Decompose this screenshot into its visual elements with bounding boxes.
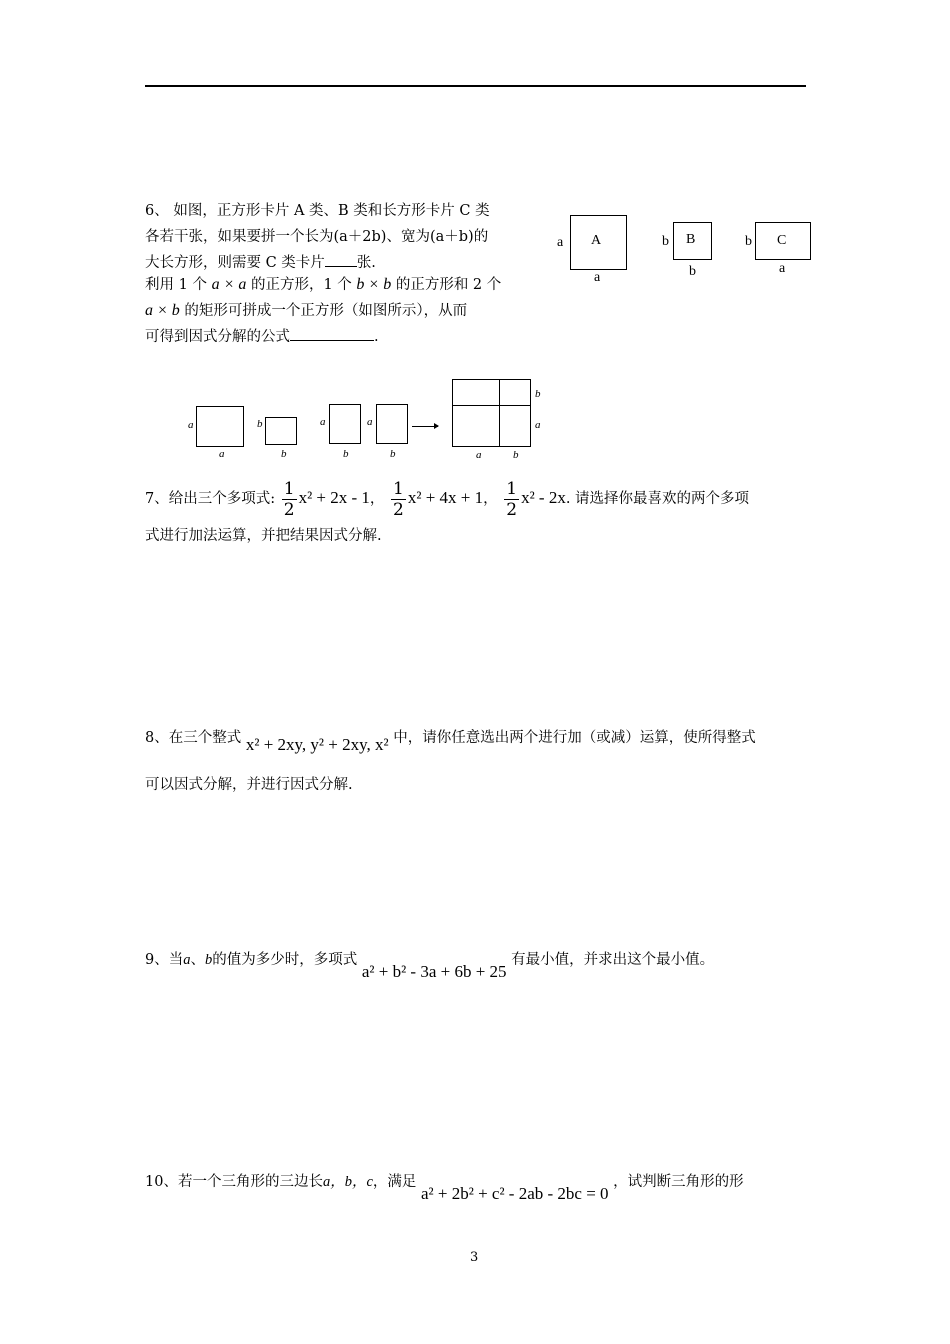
q7-line1: 7、给出三个多项式: $\frac{1}{2}$ x² + 2x - 1， $\frac{1}{2}$ x² + 4x + 1， $\frac{1}{2}$ x² - 2x. 请选择你最喜欢的两个多项 — [145, 478, 750, 520]
q6-line4: 利用 1 个 a × a 的正方形，1 个 b × b 的正方形和 2 个 — [145, 276, 502, 293]
fig2-rect-1 — [329, 404, 361, 444]
q8-line1: 8、在三个整式 x² + 2xy, y² + 2xy, x² 中，请你任意选出两个进行加（或减）运算，使所得整式 — [145, 730, 756, 754]
header-rule — [145, 85, 806, 87]
fraction-half: $\frac{1}{2}$ — [283, 478, 295, 520]
q6-line2: 各若干张，如果要拼一个长为(a＋2b)、宽为(a＋b)的 — [145, 229, 489, 245]
math-axa: a × a — [211, 276, 247, 293]
q8-line2: 可以因式分解，并进行因式分解. — [145, 777, 353, 793]
fig2-divider-h — [452, 405, 531, 406]
card-b-label: B — [686, 232, 696, 247]
fig2-rect-2 — [376, 404, 408, 444]
fig2-divider-v — [499, 379, 500, 447]
q10-line1: 10、若一个三角形的三边长a，b，c，满足 a² + 2b² + c² - 2ab - 2bc = 0 ，试判断三角形的形 — [145, 1174, 744, 1203]
q10-expression: a² + 2b² + c² - 2ab - 2bc = 0 — [421, 1184, 609, 1203]
fig2-square-b — [265, 417, 297, 445]
q6-line6: 可得到因式分解的公式 . — [145, 329, 379, 345]
q7-poly-2: x² + 4x + 1 — [407, 488, 484, 507]
q6-line1: 6、 如图，正方形卡片 A 类、B 类和长方形卡片 C 类 — [145, 203, 490, 219]
q7-line2: 式进行加法运算，并把结果因式分解. — [145, 528, 382, 544]
fig2-label: b — [535, 388, 541, 400]
fig2-assembled-square — [452, 379, 531, 447]
card-a-label: A — [591, 233, 602, 248]
card-a-bottom: a — [594, 270, 601, 285]
card-b-bottom: b — [689, 264, 696, 279]
card-c-side: b — [745, 234, 752, 249]
fig2-square-a — [196, 406, 244, 447]
q6-blank-2 — [290, 340, 374, 341]
math-axb: a × b — [145, 302, 180, 319]
fig2-label: a — [188, 419, 194, 431]
arrow-head — [434, 423, 439, 429]
fraction-half: $\frac{1}{2}$ — [393, 478, 404, 520]
fig2-label: a — [367, 416, 373, 428]
q9-line1: 9、当a、b的值为多少时，多项式 a² + b² - 3a + 6b + 25 有最小值，并求出这个最小值。 — [145, 952, 715, 981]
fig2-label: a — [476, 449, 482, 461]
card-a-side: a — [557, 235, 564, 250]
page-number: 3 — [470, 1250, 479, 1265]
q8-expression: x² + 2xy, y² + 2xy, x² — [245, 735, 389, 754]
card-c-bottom: a — [779, 261, 786, 276]
fig2-label: b — [257, 418, 263, 430]
fig2-label: a — [535, 419, 541, 431]
card-b-side: b — [662, 234, 669, 249]
fig2-label: b — [281, 448, 287, 460]
fig2-label: b — [343, 448, 349, 460]
q9-expression: a² + b² - 3a + 6b + 25 — [361, 962, 507, 981]
fig2-label: a — [320, 416, 326, 428]
card-c-label: C — [777, 233, 787, 248]
q7-poly-3: x² - 2x — [521, 488, 566, 507]
fig2-label: a — [219, 448, 225, 460]
fraction-half: $\frac{1}{2}$ — [506, 478, 518, 520]
fig2-label: b — [390, 448, 396, 460]
q6-line5: a × b 的矩形可拼成一个正方形（如图所示），从而 — [145, 302, 468, 319]
math-bxb: b × b — [356, 276, 392, 293]
q7-poly-1: x² + 2x - 1 — [298, 488, 370, 507]
q6-blank-1 — [325, 266, 357, 267]
q6-line3: 大长方形，则需要 C 类卡片 张. — [145, 255, 376, 271]
fig2-label: b — [513, 449, 519, 461]
